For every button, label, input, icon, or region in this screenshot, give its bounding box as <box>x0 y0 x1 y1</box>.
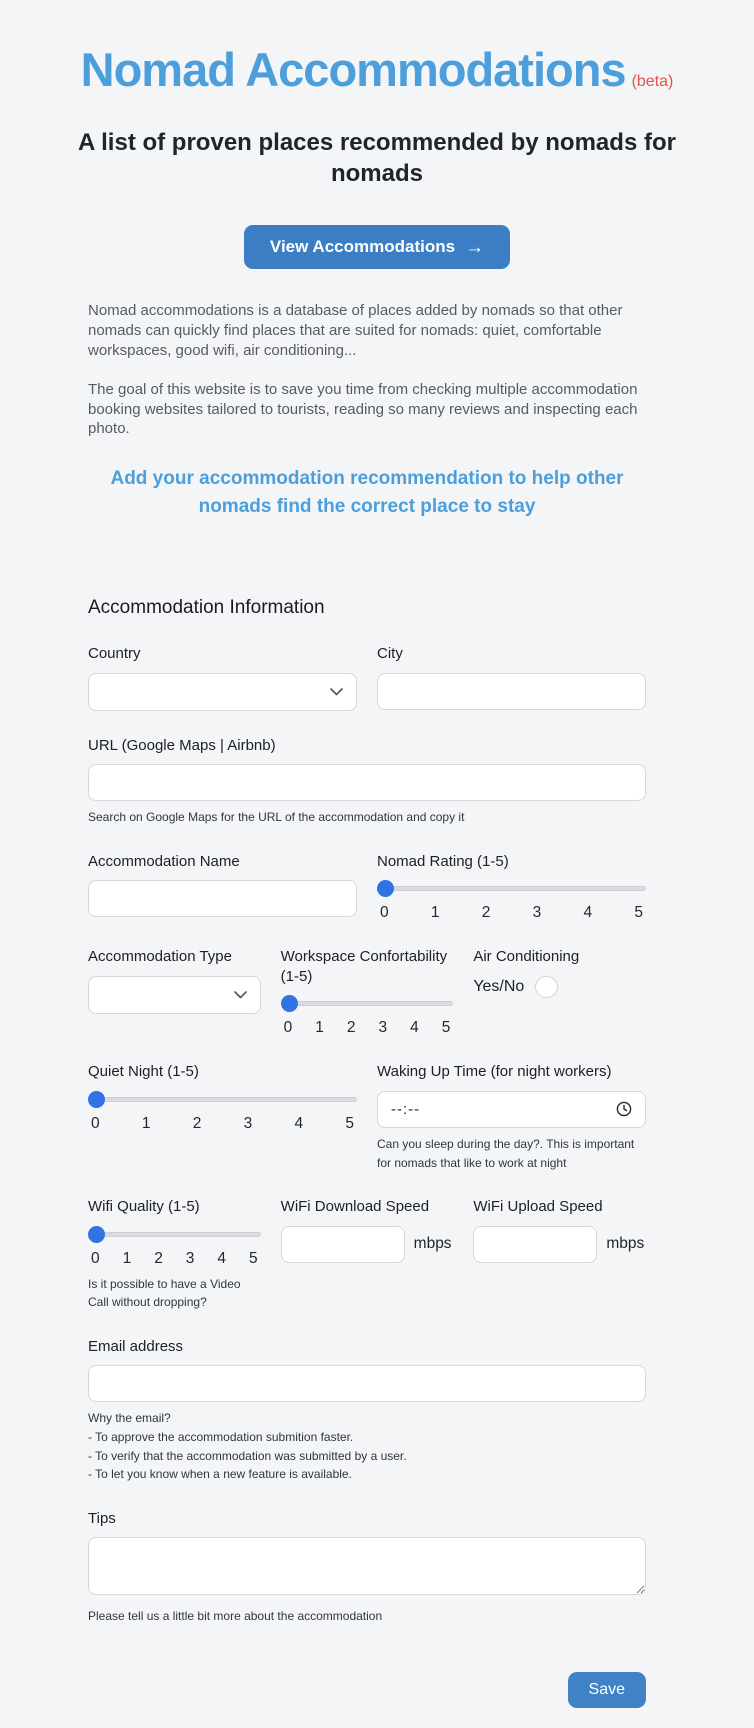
tick-label: 5 <box>345 1114 354 1132</box>
accommodation-type-field-group <box>88 947 261 1014</box>
slider-track <box>88 1097 357 1102</box>
email-label: Email address <box>88 1337 184 1355</box>
email-input[interactable] <box>88 1365 646 1402</box>
accommodation-name-label: Accommodation Name <box>88 852 240 870</box>
tick-label: 1 <box>122 1249 132 1267</box>
page-subtitle: A list of proven places recommended by nomads for nomads <box>78 129 676 188</box>
accommodation-name-input[interactable] <box>88 880 357 917</box>
city-input[interactable] <box>377 673 646 710</box>
slider-track <box>377 886 646 891</box>
waking-time-hint: Can you sleep during the day?. This is important for nomads that like to work at night <box>377 1136 635 1170</box>
tick-label: 2 <box>481 904 491 922</box>
wifi-upload-unit: mbps <box>606 1235 645 1253</box>
intro-paragraph-1: Nomad accommodations is a database of places added by nomads so that other nomads can quickly find places that are suited for nomads: quiet, comfortable workspaces, good wifi, air conditioning... <box>88 302 623 359</box>
wifi-quality-hint: Is it possible to have a Video Call without dropping? <box>88 1276 241 1310</box>
city-label: City <box>377 645 403 663</box>
workspace-confortability-label: Workspace Confortability (1-5) <box>280 948 448 985</box>
quiet-night-slider[interactable] <box>88 1091 357 1108</box>
nomad-rating-slider[interactable] <box>377 880 646 897</box>
url-input[interactable] <box>88 764 646 801</box>
tips-textarea[interactable] <box>88 1537 646 1595</box>
slider-thumb[interactable] <box>377 880 394 897</box>
tick-label: 3 <box>243 1114 253 1132</box>
tick-label: 5 <box>248 1249 258 1267</box>
quiet-night-ticks <box>88 1115 357 1133</box>
slider-thumb[interactable] <box>88 1091 105 1108</box>
workspace-confortability-field-group <box>281 947 454 1037</box>
tick-label: 1 <box>430 904 440 922</box>
wifi-upload-field-group <box>473 1197 646 1263</box>
view-accommodations-label: View Accommodations <box>269 237 456 257</box>
slider-track <box>88 1232 261 1237</box>
wifi-upload-input[interactable] <box>473 1226 597 1263</box>
tick-label: 3 <box>185 1249 195 1267</box>
wifi-quality-ticks <box>88 1250 261 1268</box>
url-label: URL (Google Maps | Airbnb) <box>88 736 276 754</box>
tick-label: 5 <box>634 904 643 922</box>
url-field-group <box>88 736 646 827</box>
email-hint-line: Why the email? <box>88 1411 171 1426</box>
tick-label: 0 <box>91 1114 100 1132</box>
waking-time-label: Waking Up Time (for night workers) <box>377 1063 612 1081</box>
email-hint-line: - To let you know when a new feature is available. <box>88 1467 352 1482</box>
air-conditioning-option-label: Yes/No <box>473 977 525 995</box>
wifi-download-unit: mbps <box>413 1235 452 1253</box>
hero-section <box>0 0 754 269</box>
accommodation-type-label: Accommodation Type <box>88 948 232 966</box>
email-hints <box>88 1409 646 1483</box>
wifi-download-label: WiFi Download Speed <box>280 1198 430 1216</box>
promo-heading: Add your accommodation recommendation to help other nomads find the correct place to stay <box>110 468 624 518</box>
tick-label: 4 <box>410 1019 419 1037</box>
country-field-group <box>88 644 357 711</box>
tips-hint: Please tell us a little bit more about the accommodation <box>88 1609 383 1624</box>
air-conditioning-label: Air Conditioning <box>473 948 580 966</box>
arrow-right-icon: → <box>465 236 485 258</box>
accommodation-type-select[interactable] <box>88 976 261 1014</box>
intro-section <box>88 301 646 439</box>
wifi-quality-slider[interactable] <box>88 1226 261 1243</box>
nomad-rating-field-group <box>377 852 646 923</box>
wifi-quality-label: Wifi Quality (1-5) <box>88 1198 200 1216</box>
quiet-night-field-group <box>88 1062 357 1133</box>
accommodation-name-field-group <box>88 852 357 918</box>
beta-badge: (beta) <box>631 73 674 90</box>
tick-label: 2 <box>346 1019 356 1037</box>
url-hint: Search on Google Maps for the URL of the accommodation and copy it <box>88 810 465 825</box>
tick-label: 4 <box>294 1114 304 1132</box>
waking-time-field-group <box>377 1062 646 1172</box>
save-button[interactable]: Save <box>568 1672 646 1708</box>
intro-paragraph-2: The goal of this website is to save you time from checking multiple accommodation booking websites tailored to tourists, reading so many reviews and inspecting each photo. <box>88 380 638 438</box>
workspace-confortability-ticks <box>281 1019 454 1037</box>
email-hint-line: - To approve the accommodation submition faster. <box>88 1429 354 1444</box>
tips-field-group <box>88 1509 646 1626</box>
tick-label: 0 <box>380 904 389 922</box>
tick-label: 1 <box>315 1019 324 1037</box>
tick-label: 4 <box>583 904 593 922</box>
wifi-upload-label: WiFi Upload Speed <box>473 1198 603 1216</box>
tick-label: 2 <box>154 1249 163 1267</box>
email-field-group <box>88 1337 646 1484</box>
waking-time-input[interactable] <box>377 1091 646 1128</box>
tips-label: Tips <box>88 1509 116 1527</box>
country-label: Country <box>88 645 141 663</box>
nomad-rating-ticks <box>377 904 646 922</box>
tick-label: 0 <box>91 1249 100 1267</box>
wifi-download-input[interactable] <box>281 1226 405 1263</box>
page-title-row <box>0 42 754 97</box>
view-accommodations-button[interactable] <box>244 225 510 269</box>
wifi-quality-field-group <box>88 1197 261 1312</box>
tick-label: 0 <box>283 1019 293 1037</box>
city-field-group <box>377 644 646 710</box>
accommodation-form <box>88 597 646 1727</box>
slider-thumb[interactable] <box>88 1226 105 1243</box>
tick-label: 2 <box>192 1114 202 1132</box>
wifi-download-field-group <box>281 1197 454 1263</box>
chevron-down-icon <box>234 991 247 999</box>
tick-label: 3 <box>532 904 542 922</box>
country-select[interactable] <box>88 673 357 711</box>
tick-label: 5 <box>441 1019 451 1037</box>
page-title: Nomad Accommodations <box>80 43 626 96</box>
email-hint-line: - To verify that the accommodation was submitted by a user. <box>88 1448 407 1463</box>
clock-icon[interactable] <box>616 1101 632 1117</box>
air-conditioning-checkbox[interactable] <box>535 976 558 998</box>
tick-label: 4 <box>217 1249 226 1267</box>
chevron-down-icon <box>330 688 343 696</box>
nomad-rating-label: Nomad Rating (1-5) <box>377 852 509 870</box>
form-section-title: Accommodation Information <box>88 597 325 619</box>
air-conditioning-field-group <box>473 947 646 998</box>
tick-label: 1 <box>141 1114 151 1132</box>
tick-label: 3 <box>378 1019 388 1037</box>
waking-time-value: --:-- <box>391 1100 421 1118</box>
slider-track <box>281 1001 454 1006</box>
workspace-confortability-slider[interactable] <box>281 995 454 1012</box>
slider-thumb[interactable] <box>281 995 298 1012</box>
quiet-night-label: Quiet Night (1-5) <box>88 1063 199 1081</box>
